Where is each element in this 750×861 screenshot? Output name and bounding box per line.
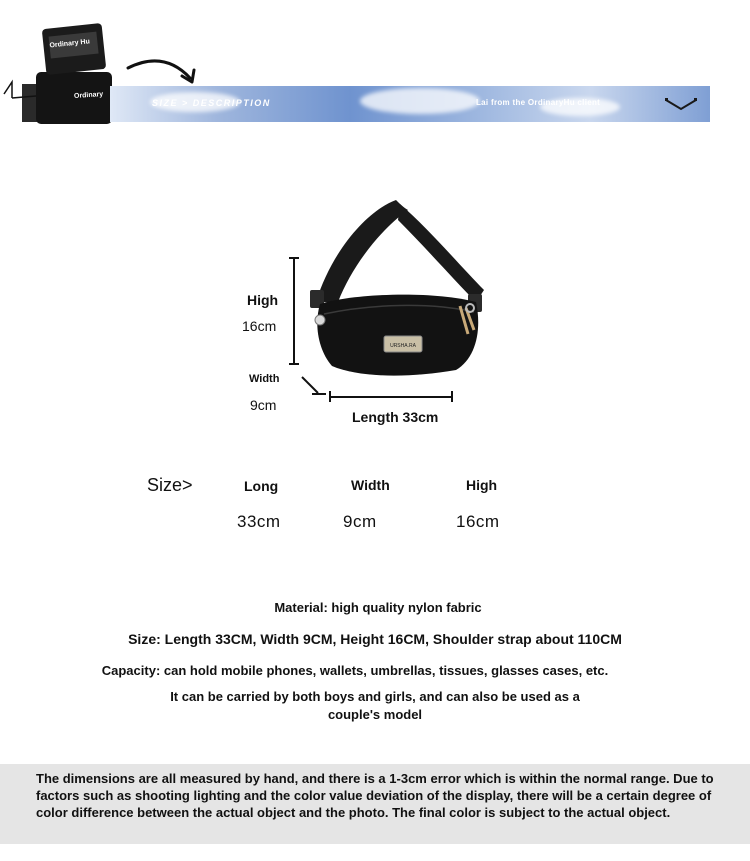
banner-right-text: Lai from the OrdinaryHu client bbox=[476, 98, 601, 107]
curved-arrow-icon bbox=[124, 54, 204, 90]
width-label: Width bbox=[249, 373, 280, 385]
size-value-long: 33cm bbox=[237, 512, 281, 531]
tv-bottom bbox=[36, 72, 112, 124]
material-text: Material: high quality nylon fabric bbox=[274, 600, 482, 615]
tv-top-label: Ordinary Hu bbox=[49, 38, 91, 50]
tv-top bbox=[42, 23, 106, 75]
size-table-title: Size> bbox=[147, 475, 193, 495]
chevron-down-icon bbox=[664, 96, 698, 112]
usage-text-line1: It can be carried by both boys and girls, and can also be used as a bbox=[170, 689, 580, 704]
scribble-icon bbox=[0, 72, 40, 102]
size-header-high: High bbox=[466, 477, 498, 493]
brand-tag: URSHA.RA bbox=[390, 343, 416, 349]
tv-bottom-label: Ordinary bbox=[73, 90, 104, 101]
size-header-long: Long bbox=[244, 478, 279, 494]
height-label: High bbox=[247, 292, 279, 308]
size-text: Size: Length 33CM, Width 9CM, Height 16CM, Shoulder strap about 110CM bbox=[128, 631, 622, 647]
size-value-high: 16cm bbox=[456, 512, 500, 531]
disclaimer-note: The dimensions are all measured by hand, and there is a 1-3cm error which is within the normal range. Due to factors such as shooting lighting and the color value deviation of the display, there will be a certain degree of color difference between the actual object and the photo. The final color is subject to the actual object. bbox=[36, 771, 714, 820]
bag-illustration bbox=[280, 190, 500, 410]
banner-left-text: SIZE > DESCRIPTION bbox=[152, 98, 271, 108]
length-label: Length 33cm bbox=[352, 409, 439, 425]
capacity-text: Capacity: can hold mobile phones, wallets, umbrellas, tissues, glasses cases, etc. bbox=[101, 663, 609, 678]
size-header-width: Width bbox=[351, 477, 390, 493]
width-value: 9cm bbox=[250, 397, 277, 413]
height-value: 16cm bbox=[242, 318, 277, 334]
usage-text-line2: couple's model bbox=[327, 707, 423, 722]
size-value-width: 9cm bbox=[343, 512, 377, 531]
